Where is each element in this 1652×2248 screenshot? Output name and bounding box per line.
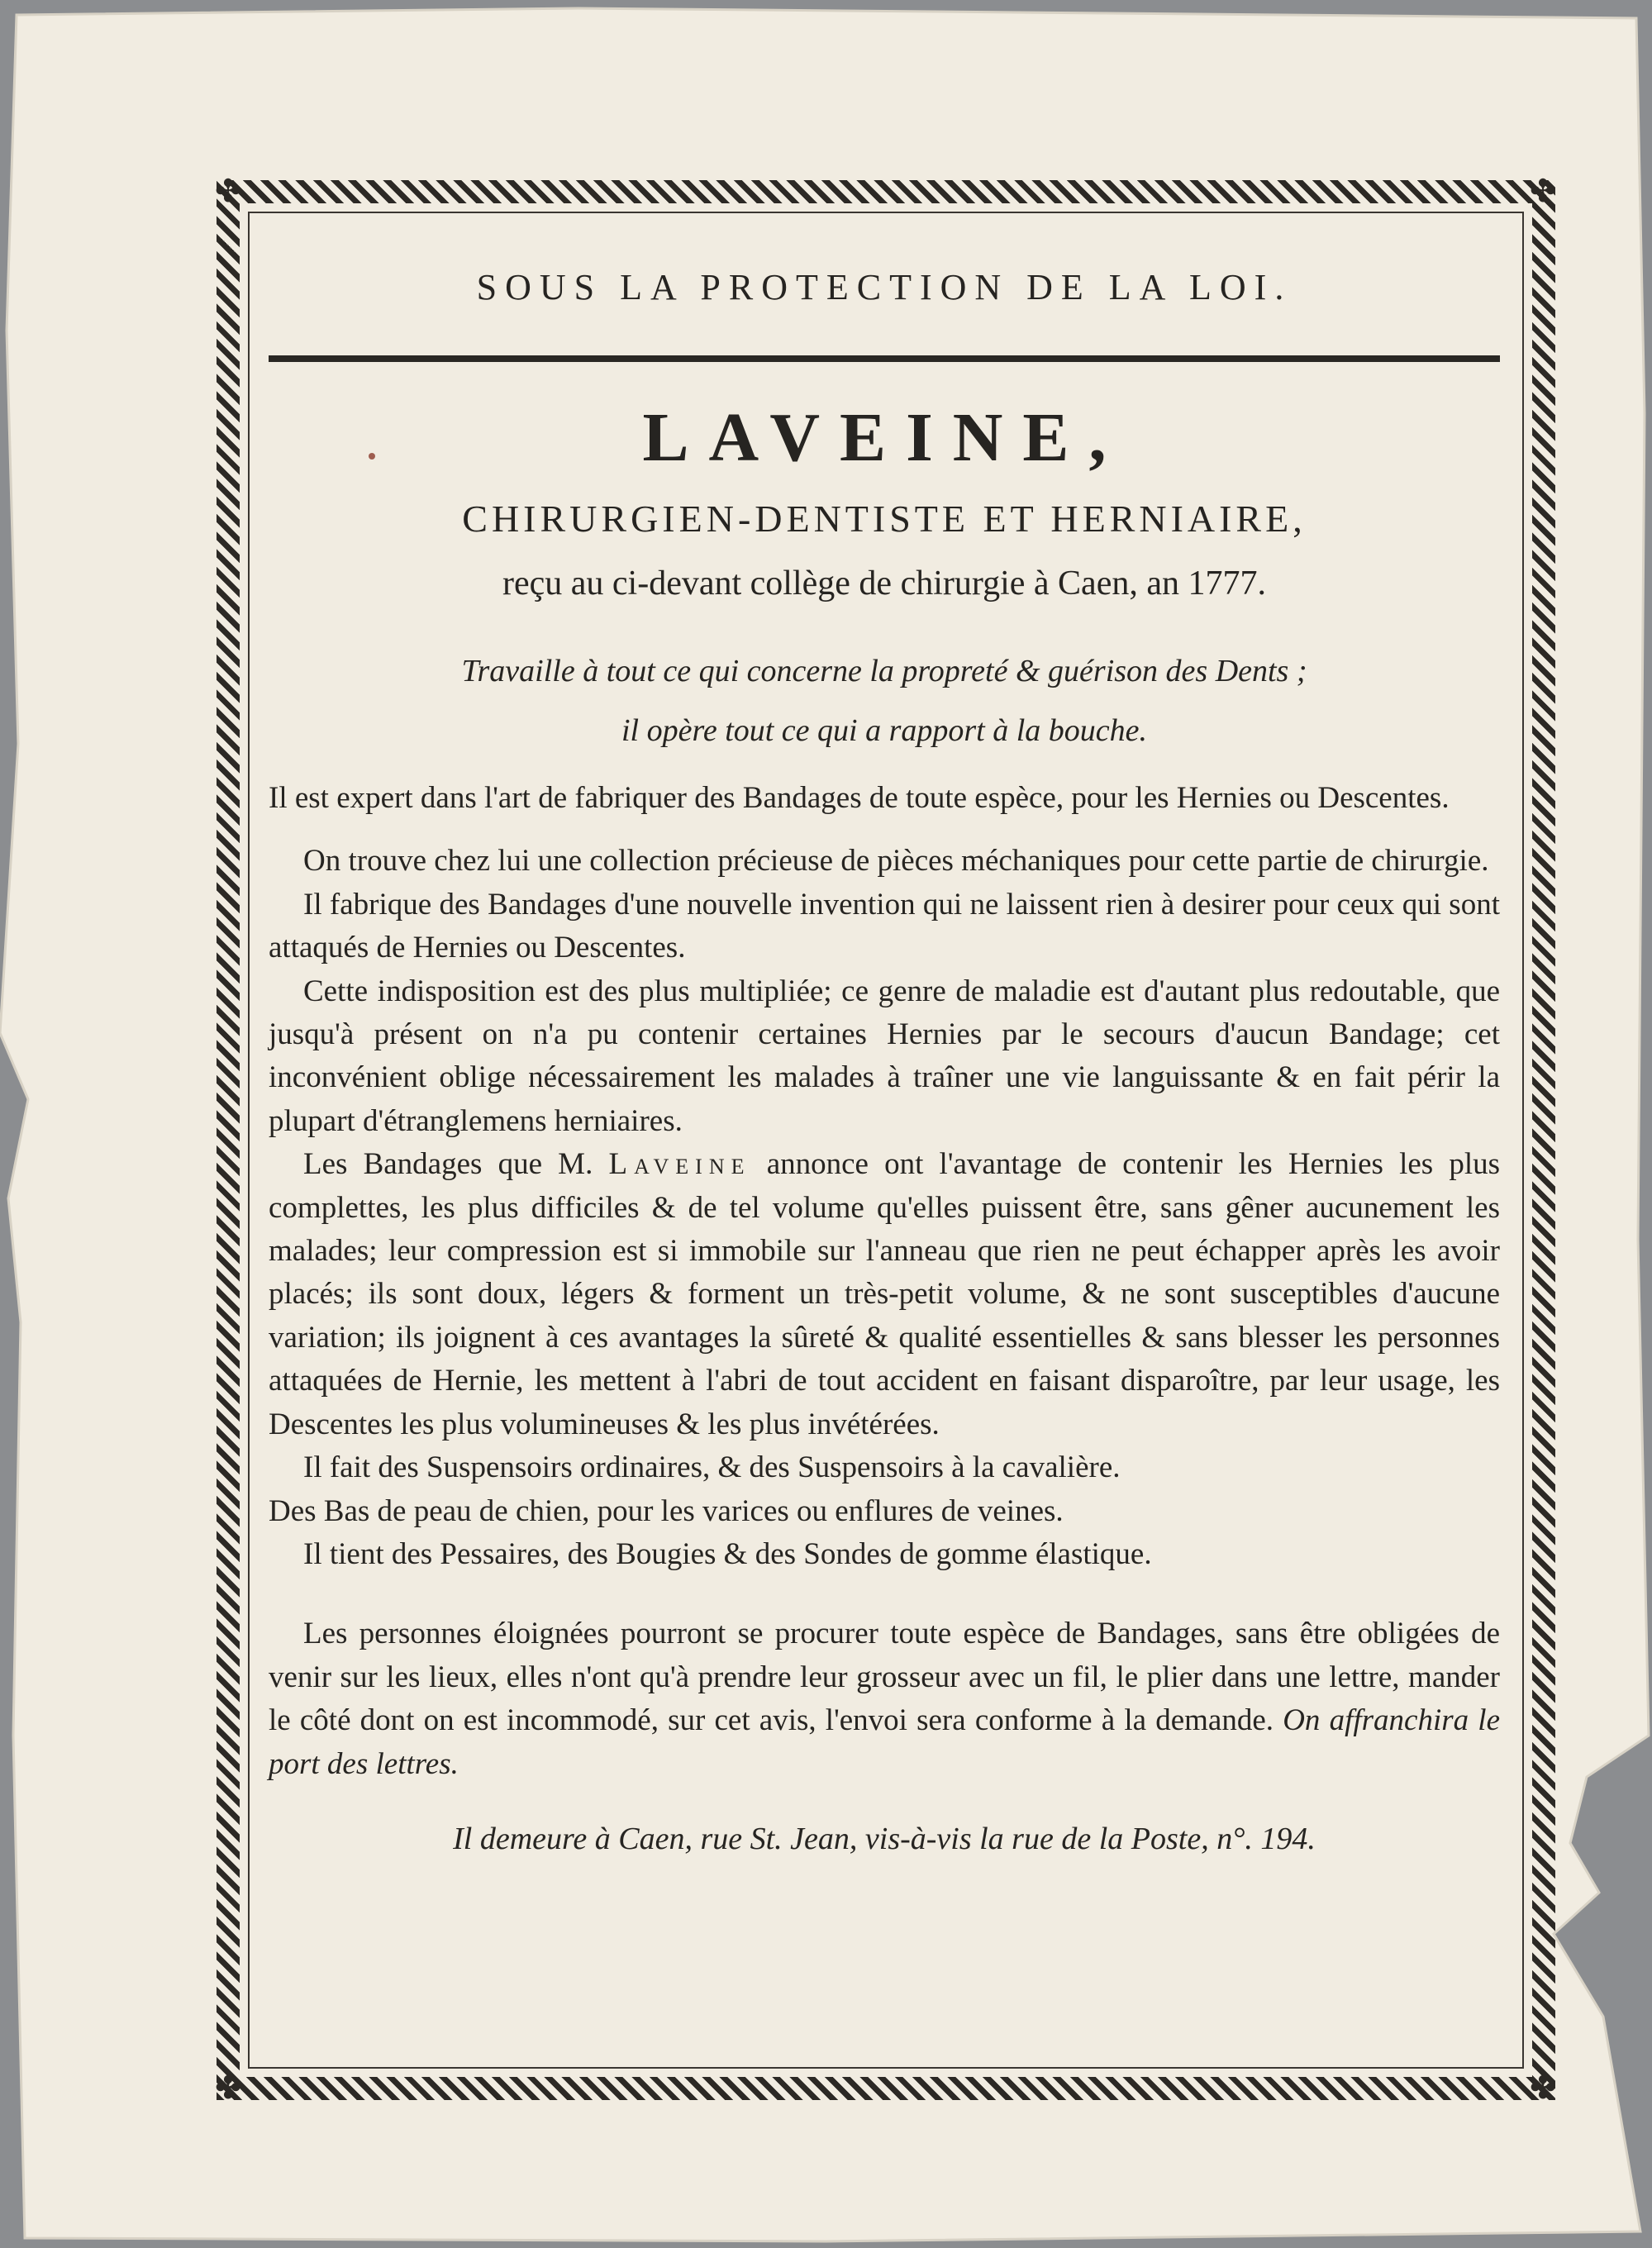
remote-orders-text: Les personnes éloignées pourront se procurer toute espèce de Bandages, sans être obligées de venir sur les lieux, elles n'ont qu'à prendre leur grosseur avec un fil, le plier dans une lettre, mander le côté dont on est incommodé, sur cet avis, l'envoi sera conforme à la demande.	[269, 1617, 1500, 1738]
paragraph-stockings: Des Bas de peau de chien, pour les varices ou enflures de veines.	[269, 1493, 1064, 1528]
profession-title: CHIRURGIEN-DENTISTE ET HERNIAIRE,	[462, 498, 1307, 540]
advantages-lead: Les Bandages que M.	[303, 1147, 593, 1182]
paragraph-pessaires: Il tient des Pessaires, des Bougies & des Sondes de gomme élastique.	[303, 1536, 1152, 1571]
qualification-line: reçu au ci-devant collège de chirurgie à Caen, an 1777.	[502, 564, 1266, 602]
handbill-content	[269, 223, 1500, 1862]
practitioner-name: LAVEINE,	[642, 399, 1126, 476]
address-line: Il demeure à Caen, rue St. Jean, vis-à-vis la rue de la Poste, n°. 194.	[453, 1821, 1316, 1856]
intro-line-teeth: Travaille à tout ce qui concerne la propreté & guérison des Dents ;	[461, 654, 1307, 688]
advantages-name: Laveine	[608, 1147, 751, 1182]
paragraph-suspensoirs: Il fait des Suspensoirs ordinaires, & des Suspensoirs à la cavalière.	[303, 1450, 1121, 1485]
paragraph-remote-orders	[269, 1612, 1500, 1786]
paragraph-advantages	[269, 1143, 1500, 1446]
paragraph-collection: On trouve chez lui une collection précieuse de pièces méchaniques pour cette partie de chirurgie.	[303, 844, 1489, 879]
corner-flourish-icon: ✤	[215, 174, 241, 209]
protection-heading: SOUS LA PROTECTION DE LA LOI.	[476, 267, 1293, 307]
intro-line-mouth: il opère tout ce qui a rapport à la bouche.	[621, 713, 1148, 748]
corner-flourish-icon: ✤	[215, 2071, 241, 2106]
paragraph-bandages-expert: Il est expert dans l'art de fabriquer des Bandages de toute espèce, pour les Hernies ou Descentes.	[269, 781, 1450, 815]
paragraph-new-invention: Il fabrique des Bandages d'une nouvelle invention qui ne laissent rien à desirer pour ceux qui sont attaqués de Hernies ou Descentes.	[269, 887, 1500, 965]
corner-flourish-icon: ✤	[1530, 174, 1556, 209]
heading-rule	[269, 355, 1500, 362]
postage-note: On affranchira le port des lettres.	[269, 1703, 1501, 1781]
corner-flourish-icon: ✤	[1530, 2071, 1556, 2106]
paragraph-indisposition: Cette indisposition est des plus multipliée; ce genre de maladie est d'autant plus redoutable, que jusqu'à présent on n'a pu contenir certaines Hernies par le secours d'aucun Bandage; cet inconvénient oblige nécessairement les malades à traîner une vie languissante & en fait périr la plupart d'étranglemens herniaires.	[269, 974, 1500, 1138]
advantages-text: annonce ont l'avantage de contenir les Hernies les plus complettes, les plus difficiles & de tel volume qu'elles puissent être, sans gêner aucunement les malades; leur compression est si immobile sur l'anneau que rien ne peut échapper après les avoir placés; ils sont doux, légers & forment un très-petit volume, & ne sont susceptibles d'aucune variation; ils joignent à ces avantages la sûreté & qualité essentielles & sans blesser les personnes attaquées de Hernie, les mettent à l'abri de tout accident en faisant disparoître, par leur usage, les Descentes les plus volumineuses & les plus invétérées.	[269, 1147, 1501, 1441]
